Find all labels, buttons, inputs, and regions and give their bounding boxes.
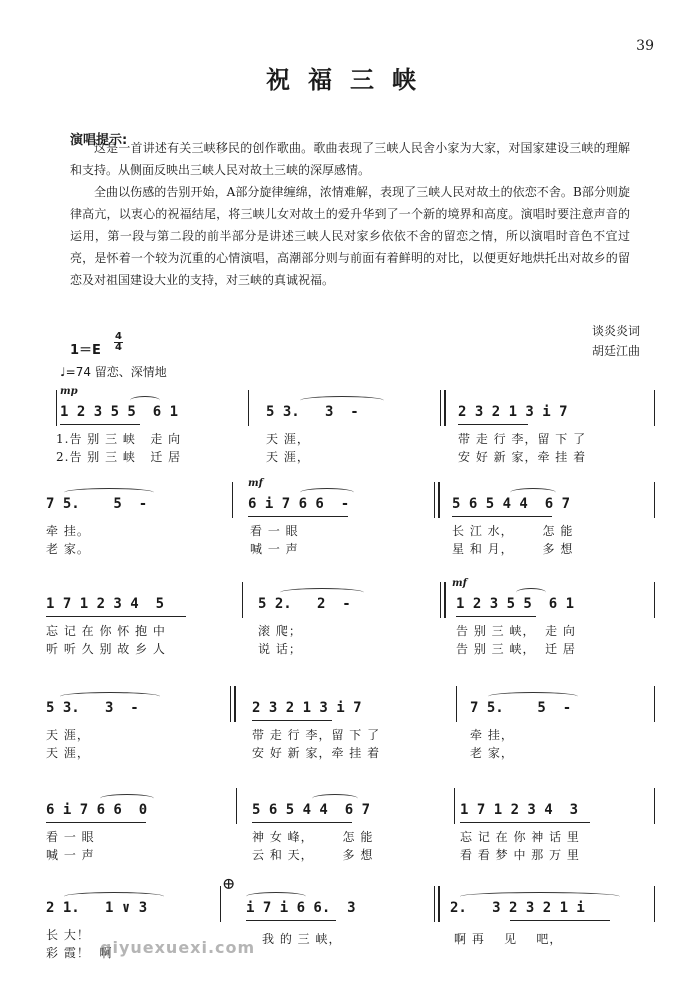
slur	[300, 488, 354, 497]
lyric-verse-1: 忘 记 在 你 神 话 里	[460, 830, 580, 844]
measure: 2 3 2 1 3 i 7	[458, 404, 568, 420]
score-row-2	[0, 478, 700, 596]
measure: 2 1. 1 ∨ 3	[46, 900, 148, 916]
measure: 6 i 7 6 6 -	[248, 496, 350, 512]
page-number: 39	[636, 38, 654, 54]
slur	[300, 396, 384, 405]
barline	[434, 482, 440, 518]
lyricist-credit: 谈炎炎词	[591, 324, 640, 338]
slur	[516, 588, 546, 597]
slur	[64, 488, 154, 497]
measure: 1 7 1 2 3 4 3	[460, 802, 579, 818]
beam	[456, 616, 536, 617]
measure: 1 2 3 5 5 6 1	[60, 404, 179, 420]
lyric-verse-1: 牵 挂。	[46, 524, 90, 538]
lyric-verse-2: 天 涯，	[266, 450, 310, 464]
slur	[60, 692, 160, 701]
key-signature: 1＝E	[70, 343, 101, 358]
measure: 5 3. 3 -	[266, 404, 359, 420]
lyric-verse-1: 啊 再 见 吧，	[454, 932, 563, 946]
dynamic-mark: mf	[248, 478, 263, 489]
measure: 7 5. 5 -	[46, 496, 148, 512]
measure: 2 3 2 1 3 i 7	[252, 700, 362, 716]
barline	[232, 482, 233, 518]
lyric-verse-2: 安 好 新 家，牵 挂 着	[252, 746, 381, 760]
barline	[220, 886, 221, 922]
slur	[510, 488, 556, 497]
slur	[130, 396, 160, 405]
slur	[312, 794, 358, 803]
time-bottom: 4	[115, 342, 122, 353]
measure: 5 3. 3 -	[46, 700, 139, 716]
score-row-4	[0, 700, 700, 800]
slur	[64, 892, 164, 901]
lyric-verse-1: 天 涯，	[46, 728, 90, 742]
slur	[100, 794, 154, 803]
lyric-verse-1: 看 一 眼	[250, 524, 299, 538]
lyric-verse-1: 带 走 行 李，留 下 了	[458, 432, 587, 446]
beam	[248, 516, 348, 517]
coda-sign-icon: ⊕	[222, 874, 236, 893]
barline	[654, 482, 655, 518]
page-title: 祝福三峡	[266, 65, 434, 94]
lyric-verse-1: 滚 爬；	[258, 624, 302, 638]
lyric-verse-2: 说 话；	[258, 642, 302, 656]
barline	[654, 686, 655, 722]
barline	[654, 788, 655, 824]
lyric-verse-1: 1.告 别 三 峡 走 向	[56, 432, 182, 446]
barline	[56, 390, 57, 426]
lyric-verse-2: 星 和 月， 多 想	[452, 542, 574, 556]
beam	[452, 516, 552, 517]
slur	[246, 892, 306, 901]
lyric-verse-1: 忘 记 在 你 怀 抱 中	[46, 624, 166, 638]
barline	[236, 788, 237, 824]
dynamic-mark: mp	[60, 386, 78, 397]
slur	[280, 588, 364, 597]
lyric-verse-2: 喊 一 声	[46, 848, 95, 862]
score-row-5	[0, 802, 700, 902]
lyric-verse-2: 听 听 久 别 故 乡 人	[46, 642, 166, 656]
beam	[460, 822, 590, 823]
time-signature	[114, 332, 123, 353]
lyric-verse-1: 告 别 三 峡， 走 向	[456, 624, 576, 638]
beam	[60, 424, 140, 425]
lyric-verse-2: 老 家。	[46, 542, 90, 556]
lyric-verse-2: 告 别 三 峡， 迁 居	[456, 642, 576, 656]
lyric-verse-2: 彩 霞！ 啊	[46, 946, 113, 960]
beam	[46, 616, 186, 617]
barline	[654, 582, 655, 618]
lyric-verse-2: 看 看 梦 中 那 万 里	[460, 848, 580, 862]
measure: i 7 i 6 6. 3	[246, 900, 356, 916]
beam	[246, 920, 336, 921]
barline	[242, 582, 243, 618]
beam	[510, 920, 610, 921]
lyric-verse-1: 长 大！	[46, 928, 90, 942]
measure: 2. 3 2 3 2 1 i	[450, 900, 585, 916]
barline	[434, 886, 440, 922]
watermark: qiyuexuexi.com	[100, 938, 256, 957]
barline	[456, 686, 457, 722]
lyric-verse-2: 老 家，	[470, 746, 514, 760]
measure: 6 i 7 6 6 0	[46, 802, 148, 818]
measure: 1 2 3 5 5 6 1	[456, 596, 575, 612]
dynamic-mark: mf	[452, 578, 467, 589]
barline	[230, 686, 236, 722]
measure: 5 6 5 4 4 6 7	[452, 496, 571, 512]
barline	[440, 390, 446, 426]
lyric-verse-2: 天 涯，	[46, 746, 90, 760]
composer-credit: 胡廷江曲	[591, 344, 640, 358]
lyric-verse-1: 神 女 峰， 怎 能	[252, 830, 374, 844]
lyric-verse-2: 2.告 别 三 峡 迁 居	[56, 450, 182, 464]
measure: 7 5. 5 -	[470, 700, 572, 716]
hint-paragraph-2: 全曲以伤感的告别开始，A部分旋律缠绵，浓情难解，表现了三峡人民对故土的依恋不舍。B部分则旋律高亢，以衷心的祝福结尾，将三峡儿女对故土的爱升华到了一个新的境界和高度。演唱时要注意声音的运用，第一段与第二段的前半部分是讲述三峡人民对家乡依依不舍的留恋之情，所以演唱时音色不宜过亮，是怀着一个较为沉重的心情演唱，高潮部分则与前面有着鲜明的对比，以便更好地烘托出对故乡的留恋及对祖国建设大业的支持，对三峡的真诚祝福。	[70, 185, 630, 287]
slur	[460, 892, 620, 901]
lyric-verse-1: 带 走 行 李，留 下 了	[252, 728, 381, 742]
lyric-verse-2: 云 和 天， 多 想	[252, 848, 374, 862]
beam	[46, 822, 146, 823]
barline	[654, 886, 655, 922]
score-row-3	[0, 578, 700, 696]
measure: 5 6 5 4 4 6 7	[252, 802, 371, 818]
barline	[454, 788, 455, 824]
lyric-verse-1: 看 一 眼	[46, 830, 95, 844]
lyric-verse-1: 牵 挂，	[470, 728, 514, 742]
beam	[458, 424, 528, 425]
barline	[248, 390, 249, 426]
slur	[488, 692, 578, 701]
lyric-verse-1: 天 涯，	[266, 432, 310, 446]
measure: 1 7 1 2 3 4 5	[46, 596, 165, 612]
tempo-marking: ♩=74 留恋、深情地	[60, 365, 167, 379]
time-top: 4	[115, 331, 122, 342]
hint-label: 演唱提示:	[70, 133, 128, 148]
measure: 5 2. 2 -	[258, 596, 351, 612]
barline	[440, 582, 446, 618]
lyric-verse-1: 长 江 水， 怎 能	[452, 524, 574, 538]
lyric-verse-1: 我 的 三 峡，	[262, 932, 342, 946]
beam	[252, 822, 352, 823]
hint-paragraph-1: 这是一首讲述有关三峡移民的创作歌曲。歌曲表现了三峡人民舍小家为大家，对国家建设三峡的理解和支持。从侧面反映出三峡人民对故土三峡的深厚感情。	[70, 141, 630, 177]
beam	[252, 720, 332, 721]
lyric-verse-2: 安 好 新 家，牵 挂 着	[458, 450, 587, 464]
barline	[654, 390, 655, 426]
lyric-verse-2: 喊 一 声	[250, 542, 299, 556]
